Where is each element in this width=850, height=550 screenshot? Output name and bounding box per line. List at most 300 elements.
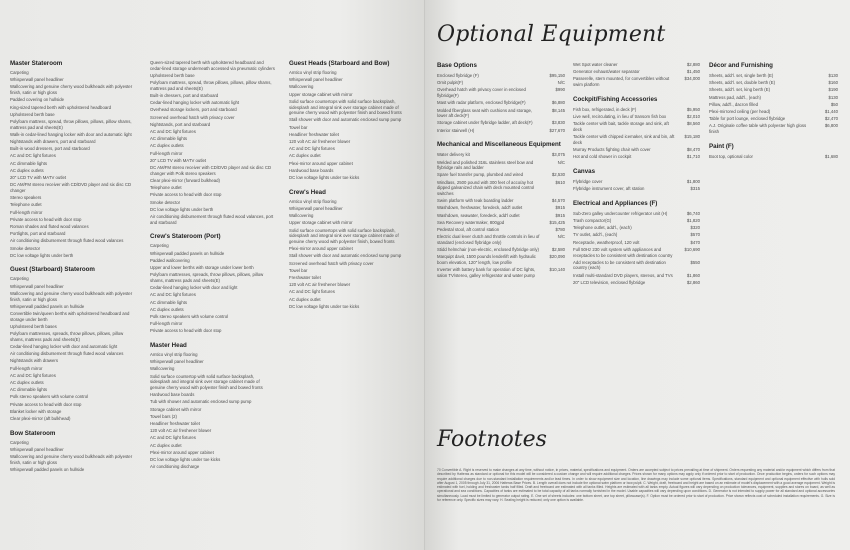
list-item: Plexi-mirror around upper cabinet (150, 449, 214, 455)
list-item: Stereo speakers (10, 195, 42, 201)
list-item: Blanket locker with storage (10, 408, 62, 414)
list-item: AC duplex outlets (10, 380, 44, 386)
section-title: Master Stateroom (10, 60, 63, 67)
option-price: $2,010 (686, 114, 700, 120)
list-item: Whisperwall padded panels on hullside (150, 250, 225, 256)
price-row (437, 160, 565, 171)
stateroom-section (10, 430, 138, 473)
option-price: $1,450 (686, 69, 700, 75)
price-row (573, 179, 700, 185)
list-item: Overhead storage lockers, port and starboard (150, 107, 237, 113)
price-row (573, 186, 700, 192)
list-item: Portlights, port and starboard (10, 231, 66, 237)
option-label: Tackle center with bait, tackle storage and sink, aft deck (573, 121, 669, 132)
list-item: Full-length mirror (10, 365, 43, 371)
option-section (573, 200, 700, 286)
list-item: Private access to head with door stop (10, 216, 82, 222)
list-item: Private access to head with door stop (150, 328, 222, 334)
section-title: Master Head (150, 342, 187, 350)
list-item: AC and DC light fixtures (150, 129, 196, 135)
list-item: Padded wallcovering (150, 257, 190, 263)
list-item: Plexi-mirror around upper cabinet (289, 160, 353, 166)
option-price: $610 (555, 179, 565, 185)
option-label: Sheets, add'l. set, single berth (E) (709, 73, 774, 78)
list-item: Upholstered berth bases (10, 323, 57, 329)
list-item: Upper storage cabinet with mirror (289, 220, 353, 226)
option-price: $190 (828, 87, 838, 93)
list-item: Whisperwall panel headliner (150, 359, 204, 365)
price-row (573, 107, 700, 113)
option-price: $780 (555, 227, 565, 233)
list-item: Upper and lower berths with storage under lower berth (150, 264, 254, 270)
list-item: AC dimmable lights (150, 136, 188, 142)
list-item: AC duplex outlet (289, 153, 321, 159)
section-title: Crew's Head (289, 188, 326, 196)
list-item: Wallcovering (289, 213, 314, 219)
list-item: Polyfoam mattress, spread, throw pillows, pillows, pillow shams, mattress pad and sheets(E) (150, 80, 272, 91)
option-price: $15,180 (684, 134, 700, 140)
stateroom-section (289, 189, 415, 310)
stateroom-section (289, 60, 415, 181)
option-price: $8,470 (686, 147, 700, 153)
list-item: AC and DC light fixtures (10, 153, 56, 159)
option-label: Marquipt davit, 1500 pounds lenderlift with hydraulic boom elevation, 120" length, low profile (437, 254, 536, 266)
list-item: Whisperwall padded panels on hullside (10, 303, 85, 309)
list-item: Stall shower with door and automatic enclosed sump pump (289, 117, 402, 123)
price-row (573, 69, 700, 75)
option-label: Generator exhaust/water separator (573, 69, 640, 75)
option-price: $550 (690, 259, 700, 265)
list-item: Towel bars (2) (150, 413, 177, 419)
option-price: $10,690 (684, 246, 700, 252)
price-row (573, 280, 700, 286)
option-label: Add receptacles to be consistent with destination country (each) (573, 259, 666, 271)
list-item: Convertible twin/queen berths with upholstered headboard and storage under berth (10, 311, 130, 322)
list-item: Private access to head with door stop (150, 192, 222, 198)
option-label: Inverter with battery bank for operation of DC lights, salon TV/stereo, galley refrigerator and water pump (437, 267, 536, 278)
stateroom-section (10, 266, 138, 421)
list-item: Built-in dressers, port and starboard (150, 93, 219, 99)
list-item: Private access to head with door stop (10, 401, 82, 407)
price-row (709, 95, 838, 101)
price-row (437, 198, 565, 204)
price-row (709, 73, 838, 79)
option-section (573, 62, 700, 88)
option-price: $1,800 (686, 178, 700, 184)
option-label: Swim platform with teak boarding ladder (437, 198, 514, 204)
list-item: Storage cabinet with mirror (150, 406, 202, 412)
list-item: DC AM/FM stereo receiver with CD/DVD player and six disc CD changer (10, 182, 132, 193)
price-row (437, 220, 565, 226)
option-price: $1,860 (686, 272, 700, 278)
option-label: Flybridge instrument cover, aft station (573, 186, 645, 192)
price-row (573, 273, 700, 279)
right-column-1 (437, 62, 565, 287)
option-label: Interior stairwell (H) (437, 127, 475, 133)
option-price: $5,950 (686, 106, 700, 112)
list-item: Nightstands with drawers (10, 358, 59, 364)
option-price: $470 (690, 239, 700, 245)
option-price: $915 (555, 205, 565, 211)
option-label: Sheets, add'l. set, king berth (E) (709, 87, 771, 93)
list-item: Headliner freshwater toilet (150, 421, 200, 427)
list-item: Whisperwall panel headliner (10, 77, 64, 83)
price-row (573, 147, 700, 153)
list-item: Cedar-lined hanging locker with door and automatic light (10, 344, 118, 350)
stateroom-section (150, 233, 275, 334)
list-item: Air conditioning discharge (150, 464, 200, 470)
option-price: $1,820 (686, 218, 700, 224)
price-row (573, 218, 700, 224)
option-label: Washdown, freshwater, foredeck, add'l outlet (437, 205, 523, 211)
price-row (573, 247, 700, 258)
list-item: DC low voltage lights under toe kicks (150, 457, 221, 463)
section-title: Cockpit/Fishing Accessories (573, 95, 658, 103)
list-item: AC duplex outlet (289, 296, 321, 302)
list-item: Solid surface countertops with solid surface backsplash, sidesplash and integral sink over storage cabinet made of genuine cherry wood with polyester finish and bowed fronts (289, 98, 402, 116)
list-item: Nightstands, port and starboard (150, 121, 211, 127)
option-label: Sheets, add'l. set, double berth (E) (709, 80, 776, 86)
list-item: Wallcovering and genuine cherry wood bulkheads with polyester finish, satin or high gloss (10, 290, 133, 302)
option-label: Overhead hatch with privacy cover in enclosed flybridge(F) (437, 87, 526, 99)
list-item: AC and DC light fixtures (289, 146, 335, 152)
right-column-2 (573, 62, 700, 294)
list-item: AC dimmable lights (10, 160, 48, 166)
option-label: Flybridge cover (573, 178, 603, 184)
option-price: $1,440 (824, 109, 838, 115)
option-label: TV outlet, add'l., (each) (573, 232, 618, 238)
price-row (437, 234, 565, 245)
footnotes-title: Footnotes (437, 427, 547, 452)
option-label: Water delivery kit (437, 152, 470, 158)
price-row (437, 87, 565, 98)
option-price: $6,800 (824, 123, 838, 129)
price-row (709, 123, 838, 134)
list-item: AC duplex outlets (150, 306, 184, 312)
list-item: Headliner freshwater toilet (289, 131, 339, 137)
option-label: Plexi-mirrored ceiling (per head) (709, 109, 771, 115)
price-row (437, 80, 565, 86)
list-item: Upholstered berth base (150, 72, 195, 78)
section-title: Bow Stateroom (10, 429, 56, 437)
list-item: AC duplex outlet (150, 442, 182, 448)
list-item: Roman shades and fluted wood valances (10, 223, 89, 229)
option-price: $3,830 (551, 120, 565, 126)
price-row (437, 180, 565, 197)
option-label: Mattress pad, add'l., (each) (709, 94, 761, 100)
list-item: Smoke detector (150, 199, 181, 205)
option-label: Live well, recirculating, in lieu of transom fish box (573, 114, 667, 120)
list-item: 120 volt AC air freshener blower (150, 428, 212, 434)
list-item: Full-length mirror (10, 209, 43, 215)
list-item: DC AM/FM stereo receiver with CD/DVD player and six disc CD changer with Polk stereo speakers (150, 165, 272, 176)
page-title: Optional Equipment (437, 22, 666, 47)
option-label: Tackle center with chipped icemaker, sink and bin, aft deck (573, 134, 675, 145)
list-item: Amtico vinyl strip flooring (289, 70, 337, 75)
option-price: $315 (690, 186, 700, 192)
price-row (437, 205, 565, 211)
list-item: Air conditioning disbursement through fluted wood valances (10, 238, 124, 244)
list-item: AC and DC light fixtures (10, 372, 56, 378)
option-label: Receptacle, weatherproof, 120 volt (573, 239, 640, 245)
list-item: Carpeting (10, 276, 29, 282)
section-title: Crew's Stateroom (Port) (150, 233, 221, 241)
option-price: $570 (690, 232, 700, 238)
footnotes-text: 70 Convertible A. Right is reserved to make changes at any time, without notice, in prices, material, specifications and equipment. Orders are accepted subject to prices prevailing at time of shipment. Orders requesting any material and/or equipment which differs from that described by Hatteras as standard or optional for this model will be considered a custom change and will require additional charges. Prices shown for many options may apply only if ordered prior to start of production. Once production begins, orders for such options may require additional charges due to non-standard installation requirements and/or lead times. In order to show equipment size and location, line drawings may include some optional items. Specifications, standard equipment and optional equipment effective with hulls sold after August 1, 2005 through July 31, 2006 Hatteras Base Prices. B. Length overall does not include the optional swim platform or bow pulpit. C. Weight, draft, freeboard and height are based on an estimate of model's displacement with a good average equipment. Weight is estimated with fuel, holding and freshwater tanks half filled. Draft and freeboard are estimated with all tanks filled. Heights are estimated with all tanks empty. Actual figures will vary depending on production tolerances, equipment, supplies and stores on board, as well as operational and sea conditions. Capacities of tanks are estimated to be total capacity of all tanks normally furnished in the model. Usable capacities will vary depending upon conditions. D. Generator is not intended to supply power for all standard and optional accessories simultaneously. Load must be limited to generator output rating. E. One set of sheets includes: one bottom sheet, one top sheet, pillowcase(s). F. Option must be ordered prior to start of production. Price shown reflects cost of scheduled installation requirements. G. Size is for reference only. Specific sizes may vary. H. Seating height is reduced; only one option is available. (437, 468, 835, 503)
list-item: Whisperwall panel headliner (10, 446, 64, 452)
list-item: DC low voltage lights under berth (10, 252, 74, 258)
price-row (573, 114, 700, 120)
list-item: Full-length mirror (150, 150, 183, 156)
list-item: AC and DC light fixtures (289, 289, 335, 295)
price-row (437, 108, 565, 119)
list-item: Cedar-lined hanging locker with automatic light (150, 100, 240, 106)
option-label: Telephone outlet, add'l., (each) (573, 225, 632, 231)
option-section (709, 62, 838, 135)
list-item: Whisperwall panel headliner (289, 77, 343, 83)
option-label: Stidd helmchair (non-electric, enclosed flybridge only) (437, 247, 539, 253)
option-label: A.J. Originale coffee table with polyester high gloss finish (709, 123, 807, 135)
option-label: Murray Products fighting chair with cover (573, 147, 651, 153)
option-price: $20,090 (549, 254, 565, 260)
list-item: Hardwood base boards (150, 392, 195, 398)
list-item: Wallcovering and genuine cherry wood bulkheads with polyester finish, satin or high gloss (10, 84, 133, 96)
price-row (709, 80, 838, 86)
list-item: Solid surface countertop with solid surface backsplash, sidesplash and integral sink over storage cabinet made of genuine cherry wood with polyester finish and bowed fronts (150, 373, 263, 391)
price-row (573, 232, 700, 238)
option-price: $8,560 (686, 121, 700, 127)
option-label: Mast with radar platform, enclosed flybridge(F) (437, 100, 526, 106)
option-price: $1,710 (686, 154, 700, 160)
option-price: N/C (557, 234, 565, 240)
price-row (437, 128, 565, 134)
list-item: Polk stereo speakers with volume control (150, 313, 229, 319)
option-label: 20" LCD television, enclosed flybridge (573, 279, 646, 285)
option-price: $6,740 (686, 210, 700, 216)
option-price: $4,570 (551, 198, 565, 204)
list-item: Solid surface countertops with solid surface backsplash, sidesplash and integral sink over storage cabinet made of genuine cherry wood with polyester finish, bowed fronts (289, 227, 399, 244)
list-item: Freshwater toilet (289, 274, 321, 280)
option-price: $2,470 (824, 116, 838, 122)
list-item: DC low voltage lights under toe kicks (289, 175, 360, 181)
list-item: Nightstands with drawers, port and starboard (10, 139, 96, 145)
price-row (437, 100, 565, 106)
option-section (709, 143, 838, 160)
price-row (709, 116, 838, 122)
list-item: Upholstered berth base (10, 111, 55, 117)
option-label: Sub-Zero galley undercounter refrigerator unit (H) (573, 210, 668, 216)
option-price: $2,530 (551, 172, 565, 178)
list-item: King-sized tapered berth with upholstered headboard (10, 104, 112, 110)
price-row (437, 152, 565, 158)
option-label: Pillow, add'l., dacron filled (709, 101, 759, 107)
option-label: Windlass, 2500 pound with 300 feet of acco/ay hot dipped galvanized chain with deck mounted control switches (437, 179, 535, 197)
price-row (709, 109, 838, 115)
list-item: Built-in wood dressers, port and starboard (10, 146, 90, 152)
list-item: Screened overhead hatch with privacy cover (289, 260, 374, 266)
option-label: Sea Recovery watermaker, 800gpd (437, 219, 505, 225)
section-title: Canvas (573, 167, 596, 175)
option-label: Pedestal stool, aft control station (437, 227, 500, 233)
list-item: Screened overhead hatch with privacy cover (150, 114, 235, 120)
stateroom-section (150, 342, 275, 470)
price-row (437, 267, 565, 278)
price-row (437, 254, 565, 265)
list-item: Full-length mirror (150, 321, 183, 327)
list-item: DC low voltage lights under berth (150, 206, 214, 212)
list-item: AC dimmable lights (150, 299, 188, 305)
list-item: Whisperwall panel headliner (10, 283, 64, 289)
option-price: $50 (830, 101, 838, 107)
section-title: Guest Heads (Starboard and Bow) (289, 60, 390, 67)
list-item: Carpeting (10, 439, 29, 445)
option-label: Passerelle, stern mounted, for convertibles without swim platform (573, 76, 670, 88)
option-price: $2,580 (551, 247, 565, 253)
list-item: Telephone outlet (150, 185, 182, 191)
price-row (709, 102, 838, 108)
option-label: Electric dual lever clutch and throttle controls in lieu of standard (enclosed flybridge only) (437, 234, 540, 245)
list-item: Whisperwall padded panels on hullside (10, 467, 85, 473)
list-item: AC duplex outlets (150, 143, 184, 149)
option-price: $10,140 (549, 267, 565, 273)
left-column-2 (150, 60, 275, 478)
list-item: 20" LCD TV with MATV outlet (150, 157, 207, 163)
option-label: Washdown, seawater, foredeck, add'l outlet (437, 212, 520, 218)
list-item: Cedar-lined hanging locker with door and light (150, 285, 238, 291)
option-label: Fish box, refrigerated, in deck (F) (573, 106, 637, 112)
price-row (573, 225, 700, 231)
option-price: $1,680 (824, 153, 838, 159)
list-item: Clear plexi-mirror (forward bulkhead) (150, 177, 220, 183)
list-item: Polyfoam mattress, spread, throw pillows, pillows, pillow shams, mattress pad and sheets(E) (10, 118, 132, 130)
option-label: Welded and polished 316L stainless steel bow and flybridge rails and ladder (437, 159, 534, 171)
option-section (573, 168, 700, 192)
price-row (573, 154, 700, 160)
section-title: Electrical and Appliances (F) (573, 199, 658, 207)
price-row (437, 247, 565, 253)
option-label: Wet Spot water cleaner (573, 62, 618, 67)
list-item: Polyfoam mattresses, spreads, throw pillows, pillows, pillow shams, mattress pads and sheets(E) (150, 272, 264, 283)
list-item: Clear plexi-mirror (aft bulkhead) (10, 416, 71, 422)
list-item: 120 volt AC air freshener blower (289, 139, 351, 145)
list-item: AC and DC light fixtures (150, 435, 196, 441)
list-item: Tub with shower and automatic enclosed sump pump (150, 399, 252, 405)
list-item: 120 volt AC air freshener blower (289, 282, 351, 288)
option-label: Spare fuel transfer pump, plumbed and wired (437, 172, 523, 178)
option-price: $15,425 (549, 219, 565, 225)
option-price: $130 (828, 73, 838, 78)
list-item: Smoke detector (10, 245, 41, 251)
option-label: Storage cabinet under flybridge ladder, aft deck(F) (437, 120, 533, 126)
option-price: $34,000 (684, 76, 700, 82)
left-column-3 (289, 60, 415, 318)
list-item: Air conditioning disbursement through fluted wood valances, port and starboard (150, 213, 274, 225)
option-label: Enclosed flybridge (F) (437, 73, 479, 78)
list-item: Stall shower with door and automatic enclosed sump pump (289, 253, 402, 259)
price-row (437, 227, 565, 233)
list-item: Walk-in cedar-lined hanging locker with door and automatic light (10, 131, 132, 137)
list-item: Wallcovering (289, 84, 314, 90)
price-row (573, 240, 700, 246)
price-row (573, 211, 700, 217)
price-row (573, 260, 700, 271)
option-price: $95,150 (549, 73, 565, 78)
list-item: Telephone outlet (10, 202, 42, 208)
list-item: Queen-sized tapered berth with upholstered headboard and cedar-lined storage underneath accessed via pneumatic cylinders (150, 60, 275, 71)
list-item: Wallcovering and genuine cherry wood bulkheads with polyester finish, satin or high gloss (10, 454, 133, 465)
list-item: AC dimmable lights (10, 387, 48, 393)
list-item: DC low voltage lights under toe kicks (289, 303, 360, 309)
option-price: $320 (690, 225, 700, 231)
section-title: Mechanical and Miscellaneous Equipment (437, 141, 561, 149)
list-item: Padded covering on hullside (10, 97, 64, 103)
option-price: $990 (555, 87, 565, 93)
section-title: Paint (F) (709, 142, 734, 150)
option-price: $160 (828, 80, 838, 86)
option-label: Install multi-standard DVD players, stereos, and TVs (573, 272, 673, 278)
option-price: $2,860 (686, 279, 700, 285)
price-row (573, 134, 700, 145)
section-title: Décor and Furnishing (709, 62, 773, 69)
section-title: Guest (Starboard) Stateroom (10, 266, 95, 274)
list-item: AC and DC light fixtures (150, 292, 196, 298)
option-price: $130 (828, 94, 838, 100)
option-price: $3,075 (551, 152, 565, 158)
list-item: 20" LCD TV with MATV outlet (10, 175, 67, 181)
list-item: Towel bar (289, 267, 308, 273)
option-label: Boot top, optional color (709, 153, 753, 159)
option-label: Full 50Hz 230 volt system with appliances and receptacles to be consistent with destination country (573, 246, 673, 258)
stateroom-section (10, 60, 138, 258)
price-row (709, 87, 838, 93)
option-price: $27,670 (549, 127, 565, 133)
list-item: Upper storage cabinet with mirror (289, 91, 353, 97)
option-price: N/C (557, 159, 565, 165)
price-row (437, 172, 565, 178)
list-item: Wallcovering (150, 366, 175, 372)
option-price: $6,880 (551, 100, 565, 106)
list-item: Carpeting (10, 70, 29, 75)
list-item: Amtico vinyl strip flooring (289, 198, 337, 204)
option-price: $8,145 (551, 107, 565, 113)
list-item: Towel bar (289, 124, 308, 130)
option-section (573, 96, 700, 160)
list-item: Amtico vinyl strip flooring (150, 352, 198, 358)
stateroom-section (150, 60, 275, 225)
list-item: Plexi-mirror around upper cabinet (289, 246, 353, 252)
list-item: Air conditioning disbursement through fluted wood valances (10, 351, 124, 357)
option-label: Omit pulpit(F) (437, 80, 464, 86)
option-label: Trash compactor(G) (573, 218, 612, 224)
list-item: Carpeting (150, 243, 169, 249)
price-row (437, 120, 565, 126)
option-section (437, 141, 565, 278)
price-row (709, 154, 838, 160)
option-label: Hot and cold shower in cockpit (573, 154, 632, 160)
price-row (573, 121, 700, 132)
list-item: Whisperwall panel headliner (289, 205, 343, 211)
price-row (437, 213, 565, 219)
list-item: AC duplex outlets (10, 167, 44, 173)
price-row (573, 62, 700, 68)
list-item: Hardwood base boards (289, 167, 334, 173)
option-price: N/C (557, 80, 565, 86)
option-section (437, 62, 565, 133)
price-row (437, 73, 565, 79)
option-label: Molded fiberglass seat with cushions and storage, lower aft deck(F) (437, 107, 533, 119)
option-price: $915 (555, 212, 565, 218)
option-label: Table for port lounge, enclosed flybridge (709, 116, 786, 122)
